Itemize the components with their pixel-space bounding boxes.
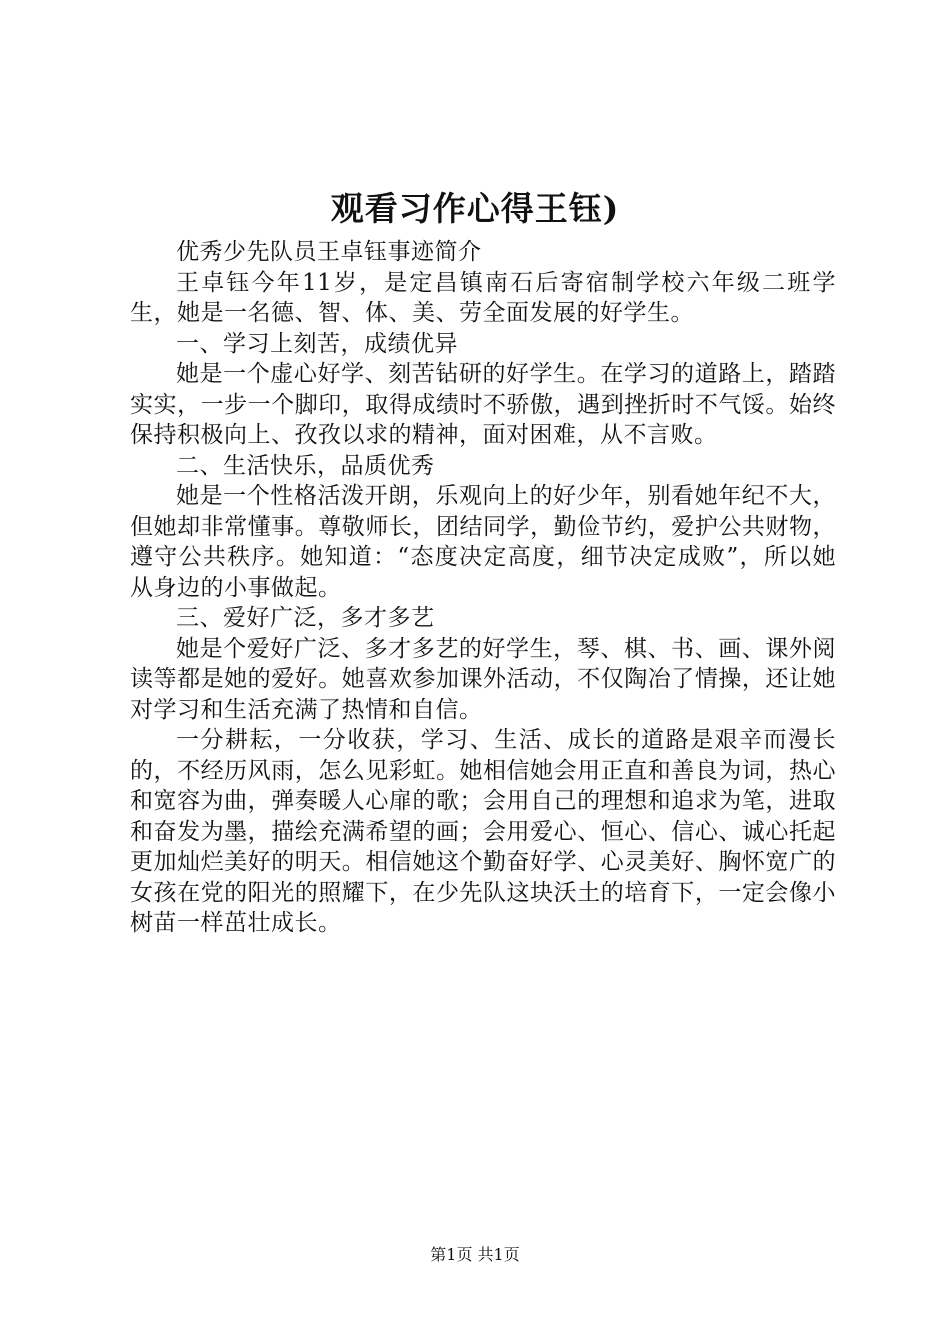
subtitle-paragraph: 优秀少先队员王卓钰事迹简介: [176, 239, 482, 265]
conclusion-paragraph: 一分耕耘，一分收获，学习、生活、成长的道路是艰辛而漫长的，不经历风雨，怎么见彩虹。她相信她会用正直和善良为词，热心和宽容为曲，弹奏暖人心扉的歌；会用自己的理想和追求为笔，进取和奋发为墨，描绘充满希望的画；会用爱心、恒心、信心、诚心托起更加灿烂美好的明天。相信她这个勤奋好学、心灵美好、胸怀宽广的女孩在党的阳光的照耀下，在少先队这块沃土的培育下，一定会像小树苗一样茁壮成长。: [130, 727, 836, 936]
section-heading-study: 一、学习上刻苦，成绩优异: [176, 330, 458, 357]
document-body: [130, 237, 836, 939]
hobbies-paragraph: 她是个爱好广泛、多才多艺的好学生，琴、棋、书、画、课外阅读等都是她的爱好。她喜欢参加课外活动，不仅陶冶了情操，还让她对学习和生活充满了热情和自信。: [130, 635, 836, 723]
study-paragraph: 她是一个虚心好学、刻苦钻研的好学生。在学习的道路上，踏踏实实，一步一个脚印，取得成绩时不骄傲，遇到挫折时不气馁。始终保持积极向上、孜孜以求的精神，面对困难，从不言败。: [130, 361, 836, 448]
section-heading-life: 二、生活快乐，品质优秀: [176, 452, 435, 479]
section-heading-hobbies: 三、爱好广泛，多才多艺: [176, 605, 435, 631]
document-title: 观看习作心得王钰): [330, 189, 620, 228]
life-paragraph: 她是一个性格活泼开朗，乐观向上的好少年，别看她年纪不大，但她却非常懂事。尊敬师长，团结同学，勤俭节约，爱护公共财物，遵守公共秩序。她知道：“态度决定高度，细节决定成败”，所以她从身边的小事做起。: [130, 483, 836, 601]
intro-paragraph: 王卓钰今年11岁，是定昌镇南石后寄宿制学校六年级二班学生，她是一名德、智、体、美、劳全面发展的好学生。: [130, 269, 836, 326]
page-number-footer: 第1页 共1页: [430, 1245, 520, 1264]
